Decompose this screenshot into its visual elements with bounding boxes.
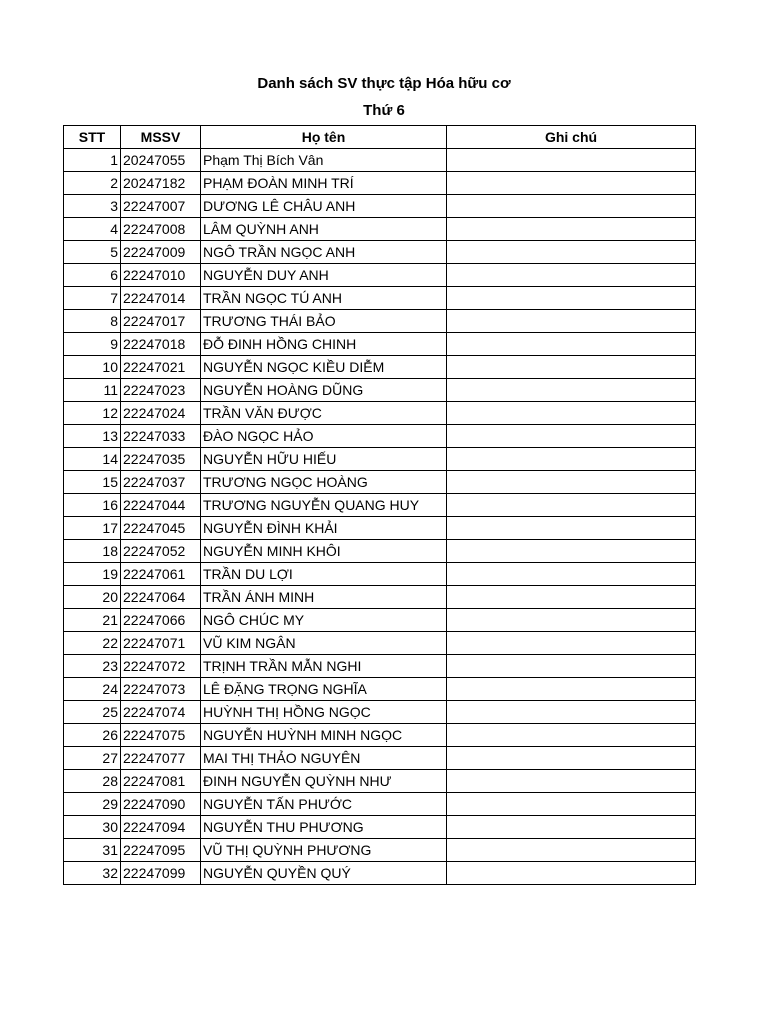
table-header — [64, 126, 696, 149]
cell-name: MAI THỊ THẢO NGUYÊN — [201, 747, 447, 770]
cell-name: TRỊNH TRẦN MẪN NGHI — [201, 655, 447, 678]
cell-stt: 24 — [64, 678, 121, 701]
cell-note — [447, 701, 696, 724]
cell-note — [447, 218, 696, 241]
cell-name: TRẦN VĂN ĐƯỢC — [201, 402, 447, 425]
cell-note — [447, 402, 696, 425]
cell-mssv: 22247077 — [121, 747, 201, 770]
cell-mssv: 20247055 — [121, 149, 201, 172]
cell-mssv: 22247018 — [121, 333, 201, 356]
cell-stt: 6 — [64, 264, 121, 287]
cell-note — [447, 379, 696, 402]
cell-name: ĐỖ ĐINH HỒNG CHINH — [201, 333, 447, 356]
cell-name: NGUYỄN HOÀNG DŨNG — [201, 379, 447, 402]
table-row — [64, 655, 696, 678]
cell-note — [447, 609, 696, 632]
cell-name: TRẦN NGỌC TÚ ANH — [201, 287, 447, 310]
cell-stt: 19 — [64, 563, 121, 586]
cell-note — [447, 241, 696, 264]
cell-note — [447, 264, 696, 287]
cell-stt: 7 — [64, 287, 121, 310]
cell-mssv: 22247095 — [121, 839, 201, 862]
cell-mssv: 22247023 — [121, 379, 201, 402]
cell-mssv: 22247074 — [121, 701, 201, 724]
cell-mssv: 22247061 — [121, 563, 201, 586]
cell-mssv: 22247052 — [121, 540, 201, 563]
cell-mssv: 22247045 — [121, 517, 201, 540]
table-row — [64, 816, 696, 839]
table-row — [64, 149, 696, 172]
table-row — [64, 701, 696, 724]
cell-note — [447, 448, 696, 471]
cell-mssv: 22247072 — [121, 655, 201, 678]
cell-note — [447, 655, 696, 678]
table-row — [64, 586, 696, 609]
header-note: Ghi chú — [447, 126, 696, 149]
cell-mssv: 22247064 — [121, 586, 201, 609]
table-row — [64, 356, 696, 379]
cell-stt: 1 — [64, 149, 121, 172]
header-name: Họ tên — [201, 126, 447, 149]
cell-name: NGUYỄN THU PHƯƠNG — [201, 816, 447, 839]
cell-mssv: 22247010 — [121, 264, 201, 287]
table-row — [64, 195, 696, 218]
cell-note — [447, 632, 696, 655]
cell-note — [447, 770, 696, 793]
cell-note — [447, 724, 696, 747]
cell-stt: 14 — [64, 448, 121, 471]
cell-mssv: 22247099 — [121, 862, 201, 885]
cell-stt: 2 — [64, 172, 121, 195]
cell-name: NGUYỄN HUỲNH MINH NGỌC — [201, 724, 447, 747]
table-row — [64, 172, 696, 195]
cell-stt: 15 — [64, 471, 121, 494]
cell-note — [447, 862, 696, 885]
cell-note — [447, 540, 696, 563]
cell-mssv: 20247182 — [121, 172, 201, 195]
cell-stt: 26 — [64, 724, 121, 747]
table-row — [64, 471, 696, 494]
table-row — [64, 379, 696, 402]
table-row — [64, 425, 696, 448]
cell-name: NGUYỄN DUY ANH — [201, 264, 447, 287]
document-subtitle: Thứ 6 — [363, 102, 405, 119]
header-mssv: MSSV — [121, 126, 201, 149]
cell-name: TRƯƠNG THÁI BẢO — [201, 310, 447, 333]
table-row — [64, 770, 696, 793]
table-row — [64, 264, 696, 287]
cell-note — [447, 310, 696, 333]
cell-stt: 20 — [64, 586, 121, 609]
table-row — [64, 333, 696, 356]
table-row — [64, 609, 696, 632]
cell-mssv: 22247037 — [121, 471, 201, 494]
cell-note — [447, 839, 696, 862]
table-row — [64, 632, 696, 655]
cell-note — [447, 517, 696, 540]
cell-stt: 3 — [64, 195, 121, 218]
cell-name: LÂM QUỲNH ANH — [201, 218, 447, 241]
table-body — [64, 149, 696, 885]
cell-name: TRẦN DU LỢI — [201, 563, 447, 586]
cell-stt: 22 — [64, 632, 121, 655]
cell-stt: 30 — [64, 816, 121, 839]
table-row — [64, 793, 696, 816]
cell-stt: 29 — [64, 793, 121, 816]
header-stt: STT — [64, 126, 121, 149]
cell-mssv: 22247073 — [121, 678, 201, 701]
table-row — [64, 241, 696, 264]
table-row — [64, 563, 696, 586]
cell-stt: 21 — [64, 609, 121, 632]
cell-mssv: 22247044 — [121, 494, 201, 517]
cell-note — [447, 356, 696, 379]
cell-mssv: 22247008 — [121, 218, 201, 241]
cell-note — [447, 172, 696, 195]
table-row — [64, 218, 696, 241]
table-row — [64, 448, 696, 471]
cell-mssv: 22247033 — [121, 425, 201, 448]
table-row — [64, 839, 696, 862]
cell-note — [447, 747, 696, 770]
header-row — [64, 126, 696, 149]
cell-note — [447, 195, 696, 218]
cell-mssv: 22247075 — [121, 724, 201, 747]
cell-stt: 12 — [64, 402, 121, 425]
cell-stt: 8 — [64, 310, 121, 333]
cell-name: NGUYỄN HỮU HIẾU — [201, 448, 447, 471]
cell-note — [447, 586, 696, 609]
cell-note — [447, 333, 696, 356]
cell-name: ĐÀO NGỌC HẢO — [201, 425, 447, 448]
cell-note — [447, 793, 696, 816]
cell-mssv: 22247024 — [121, 402, 201, 425]
cell-mssv: 22247017 — [121, 310, 201, 333]
cell-note — [447, 287, 696, 310]
cell-stt: 18 — [64, 540, 121, 563]
table-row — [64, 402, 696, 425]
cell-stt: 5 — [64, 241, 121, 264]
cell-stt: 31 — [64, 839, 121, 862]
cell-mssv: 22247009 — [121, 241, 201, 264]
cell-name: NGÔ TRẦN NGỌC ANH — [201, 241, 447, 264]
cell-name: NGUYỄN MINH KHÔI — [201, 540, 447, 563]
cell-mssv: 22247094 — [121, 816, 201, 839]
cell-stt: 17 — [64, 517, 121, 540]
cell-name: Phạm Thị Bích Vân — [201, 149, 447, 172]
cell-stt: 13 — [64, 425, 121, 448]
cell-note — [447, 149, 696, 172]
cell-name: VŨ KIM NGÂN — [201, 632, 447, 655]
cell-name: LÊ ĐẶNG TRỌNG NGHĨA — [201, 678, 447, 701]
cell-stt: 9 — [64, 333, 121, 356]
cell-name: DƯƠNG LÊ CHÂU ANH — [201, 195, 447, 218]
cell-mssv: 22247066 — [121, 609, 201, 632]
cell-note — [447, 425, 696, 448]
student-roster-table — [63, 125, 696, 885]
cell-note — [447, 563, 696, 586]
cell-stt: 16 — [64, 494, 121, 517]
cell-stt: 4 — [64, 218, 121, 241]
cell-name: NGUYỄN NGỌC KIỀU DIỄM — [201, 356, 447, 379]
table-row — [64, 517, 696, 540]
cell-stt: 23 — [64, 655, 121, 678]
cell-name: PHẠM ĐOÀN MINH TRÍ — [201, 172, 447, 195]
cell-mssv: 22247035 — [121, 448, 201, 471]
cell-stt: 28 — [64, 770, 121, 793]
document-title: Danh sách SV thực tập Hóa hữu cơ — [257, 75, 511, 92]
cell-name: NGUYỄN TẤN PHƯỚC — [201, 793, 447, 816]
cell-name: ĐINH NGUYỄN QUỲNH NHƯ — [201, 770, 447, 793]
cell-name: NGÔ CHÚC MY — [201, 609, 447, 632]
cell-mssv: 22247021 — [121, 356, 201, 379]
cell-name: TRƯƠNG NGUYỄN QUANG HUY — [201, 494, 447, 517]
cell-mssv: 22247014 — [121, 287, 201, 310]
cell-name: TRẦN ÁNH MINH — [201, 586, 447, 609]
table-row — [64, 862, 696, 885]
table-row — [64, 287, 696, 310]
cell-note — [447, 678, 696, 701]
cell-note — [447, 471, 696, 494]
cell-mssv: 22247007 — [121, 195, 201, 218]
cell-stt: 32 — [64, 862, 121, 885]
table-row — [64, 310, 696, 333]
cell-note — [447, 494, 696, 517]
table-row — [64, 724, 696, 747]
cell-stt: 27 — [64, 747, 121, 770]
cell-name: VŨ THỊ QUỲNH PHƯƠNG — [201, 839, 447, 862]
cell-note — [447, 816, 696, 839]
cell-mssv: 22247081 — [121, 770, 201, 793]
cell-name: NGUYỄN QUYỀN QUÝ — [201, 862, 447, 885]
cell-mssv: 22247071 — [121, 632, 201, 655]
cell-name: HUỲNH THỊ HỒNG NGỌC — [201, 701, 447, 724]
cell-name: NGUYỄN ĐÌNH KHẢI — [201, 517, 447, 540]
table-row — [64, 540, 696, 563]
table-row — [64, 494, 696, 517]
table-row — [64, 747, 696, 770]
cell-stt: 10 — [64, 356, 121, 379]
cell-mssv: 22247090 — [121, 793, 201, 816]
cell-stt: 11 — [64, 379, 121, 402]
cell-name: TRƯƠNG NGỌC HOÀNG — [201, 471, 447, 494]
table-row — [64, 678, 696, 701]
cell-stt: 25 — [64, 701, 121, 724]
